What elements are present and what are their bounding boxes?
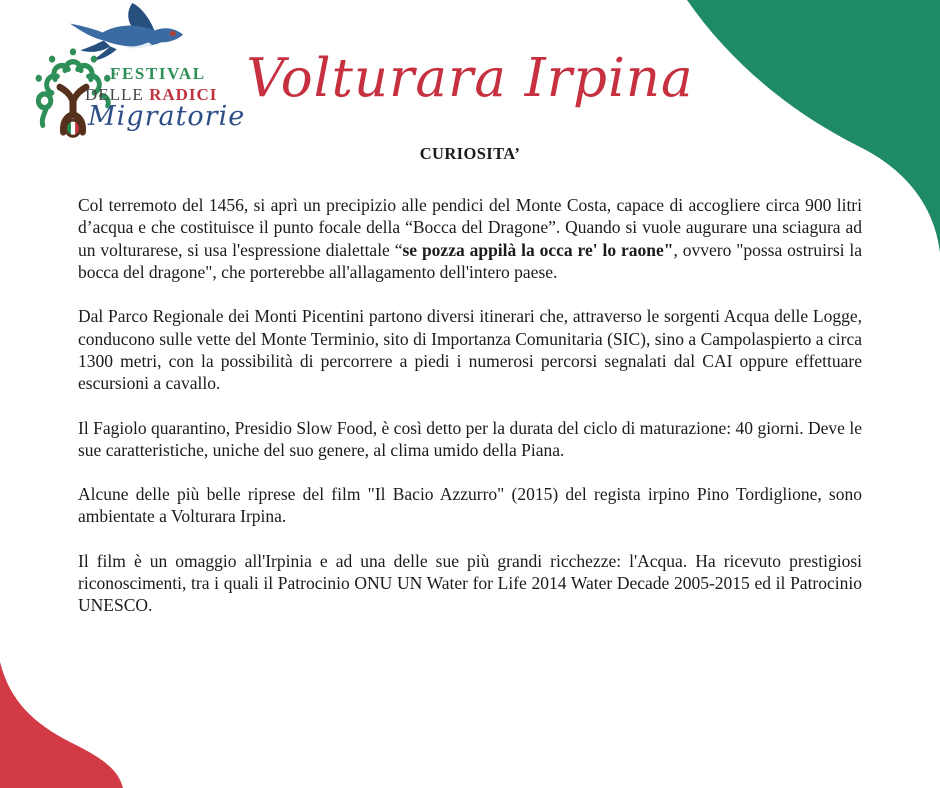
paragraph: Alcune delle più belle riprese del film "Il Bacio Azzurro" (2015) del regista irpino Pino Tordiglione, sono ambientate a Volturara Irpina. (78, 484, 862, 527)
italian-flag-icon (66, 120, 81, 136)
logo-delle-text: DELLE (85, 85, 144, 104)
paragraph: Il film è un omaggio all'Irpinia e ad una delle sue più grandi ricchezze: l'Acqua. Ha ricevuto prestigiosi riconoscimenti, tra i quali il Patrocinio ONU UN Water for Life 2014 Water Decade 2005-2015 ed il Patrocinio UNESCO. (78, 550, 862, 616)
paragraph: Col terremoto del 1456, si aprì un precipizio alle pendici del Monte Costa, capace di accogliere circa 900 litri d’acqua e che costituisce il punto focale della “Bocca del Dragone”. Quando si vuole augurare una sciagura ad un volturarese, si usa l'espressione dialettale “se pozza appilà la occa re' lo raone", ovvero "possa ostruirsi la bocca del dragone", che porterebbe all'allagamento dell'intero paese. (78, 195, 863, 282)
paragraph: Dal Parco Regionale dei Monti Picentini partono diversi itinerari che, attraverso le sorgenti Acqua delle Logge, conducono sulle vette del Monte Terminio, sito di Importanza Comunitaria (SIC), sino a Campolaspierto a circa 1300 metri, con la possibilità di percorrere a piedi i numerosi percorsi segnalati dal CAI oppure effettuare escursioni a cavallo. (78, 306, 862, 394)
logo-festival-text: FESTIVAL (110, 64, 206, 83)
article (78, 144, 862, 639)
section-heading: CURIOSITA’ (419, 144, 521, 163)
logo-migratorie-text: Migratorie (88, 101, 246, 132)
page-title: Volturara Irpina (246, 48, 694, 109)
paragraph: Il Fagiolo quarantino, Presidio Slow Food, è così detto per la durata del ciclo di maturazione: 40 giorni. Deve le sue caratteristiche, uniche del suo genere, al clima umido della Piana. (78, 417, 862, 460)
red-corner-shape (0, 662, 123, 788)
article-paragraphs (78, 194, 862, 617)
logo-radici-text: RADICI (149, 85, 218, 104)
